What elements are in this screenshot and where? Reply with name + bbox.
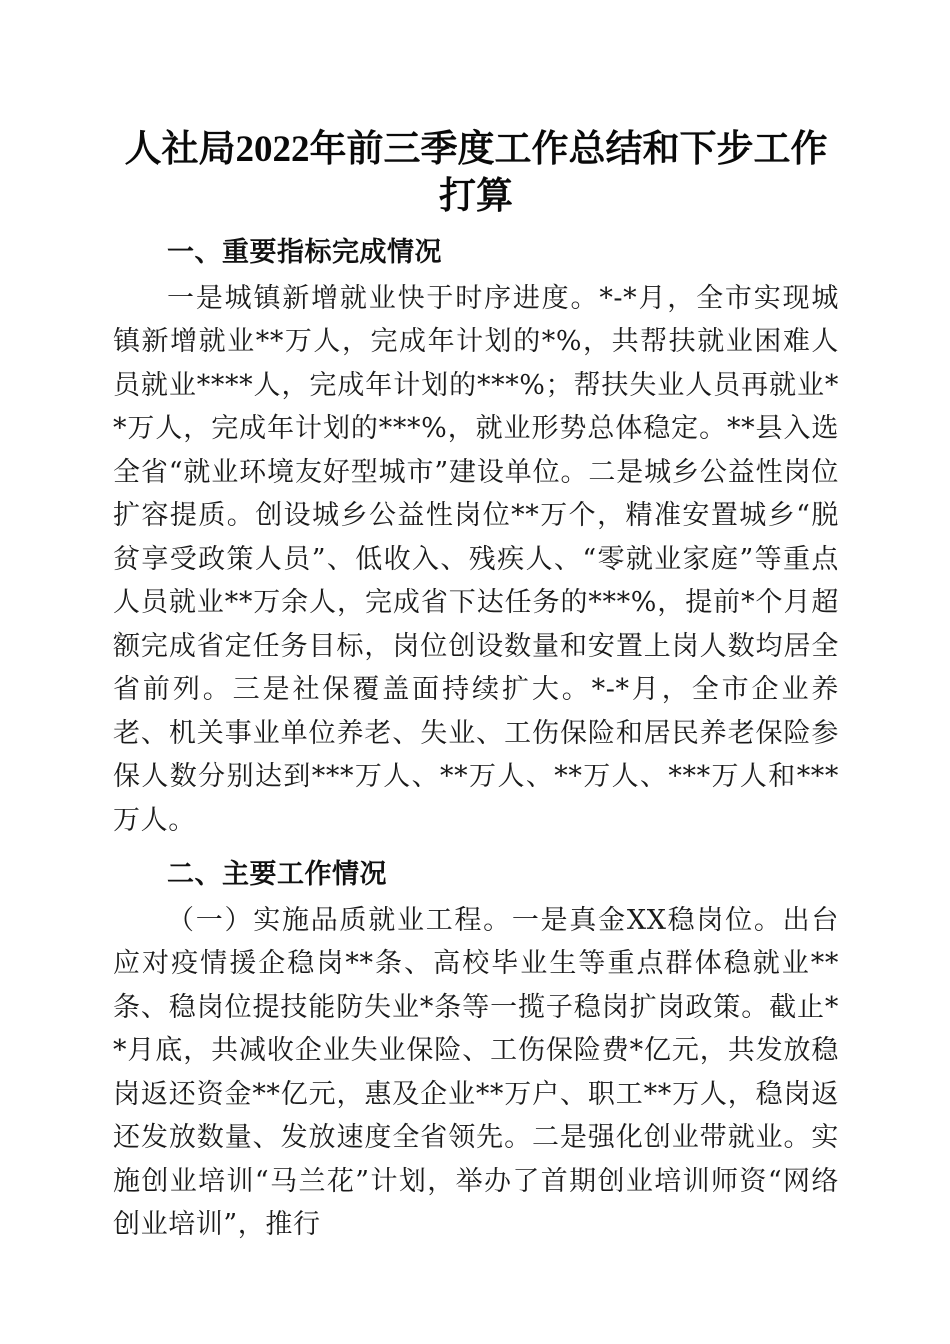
page-title-text: 人社局2022年前三季度工作总结和下步工作打算 xyxy=(124,129,828,217)
section-heading-2: 二、主要工作情况 xyxy=(167,859,387,889)
document-content-area xyxy=(113,0,839,1247)
section-1-paragraph-1: 一是城镇新增就业快于时序进度。*-*月，全市实现城镇新增就业**万人，完成年计划的*%，共帮扶就业困难人员就业****人，完成年计划的***%；帮扶失业人员再就业**万人，完成年计划的***%，就业形势总体稳定。**县入选全省“就业环境友好型城市”建设单位。二是城乡公益性岗位扩容提质。创设城乡公益性岗位**万个，精准安置城乡“脱贫享受政策人员”、低收入、残疾人、“零就业家庭”等重点人员就业**万余人，完成省下达任务的***%，提前*个月超额完成省定任务目标，岗位创设数量和安置上岗人数均居全省前列。三是社保覆盖面持续扩大。*-*月，全市企业养老、机关事业单位养老、失业、工伤保险和居民养老保险参保人数分别达到***万人、**万人、**万人、***万人和***万人。 xyxy=(113,282,839,836)
section-2-paragraph-1: （一）实施品质就业工程。一是真金XX稳岗位。出台应对疫情援企稳岗**条、高校毕业生等重点群体稳就业**条、稳岗位提技能防失业*条等一揽子稳岗扩岗政策。截止**月底，共减收企业失业保险、工伤保险费*亿元，共发放稳岗返还资金**亿元，惠及企业**万户、职工**万人，稳岗返还发放数量、发放速度全省领先。二是强化创业带就业。实施创业培训“马兰花”计划，举办了首期创业培训师资“网络创业培训”，推行 xyxy=(113,904,839,1240)
page-title xyxy=(113,0,839,220)
section-heading-1: 一、重要指标完成情况 xyxy=(167,237,442,267)
